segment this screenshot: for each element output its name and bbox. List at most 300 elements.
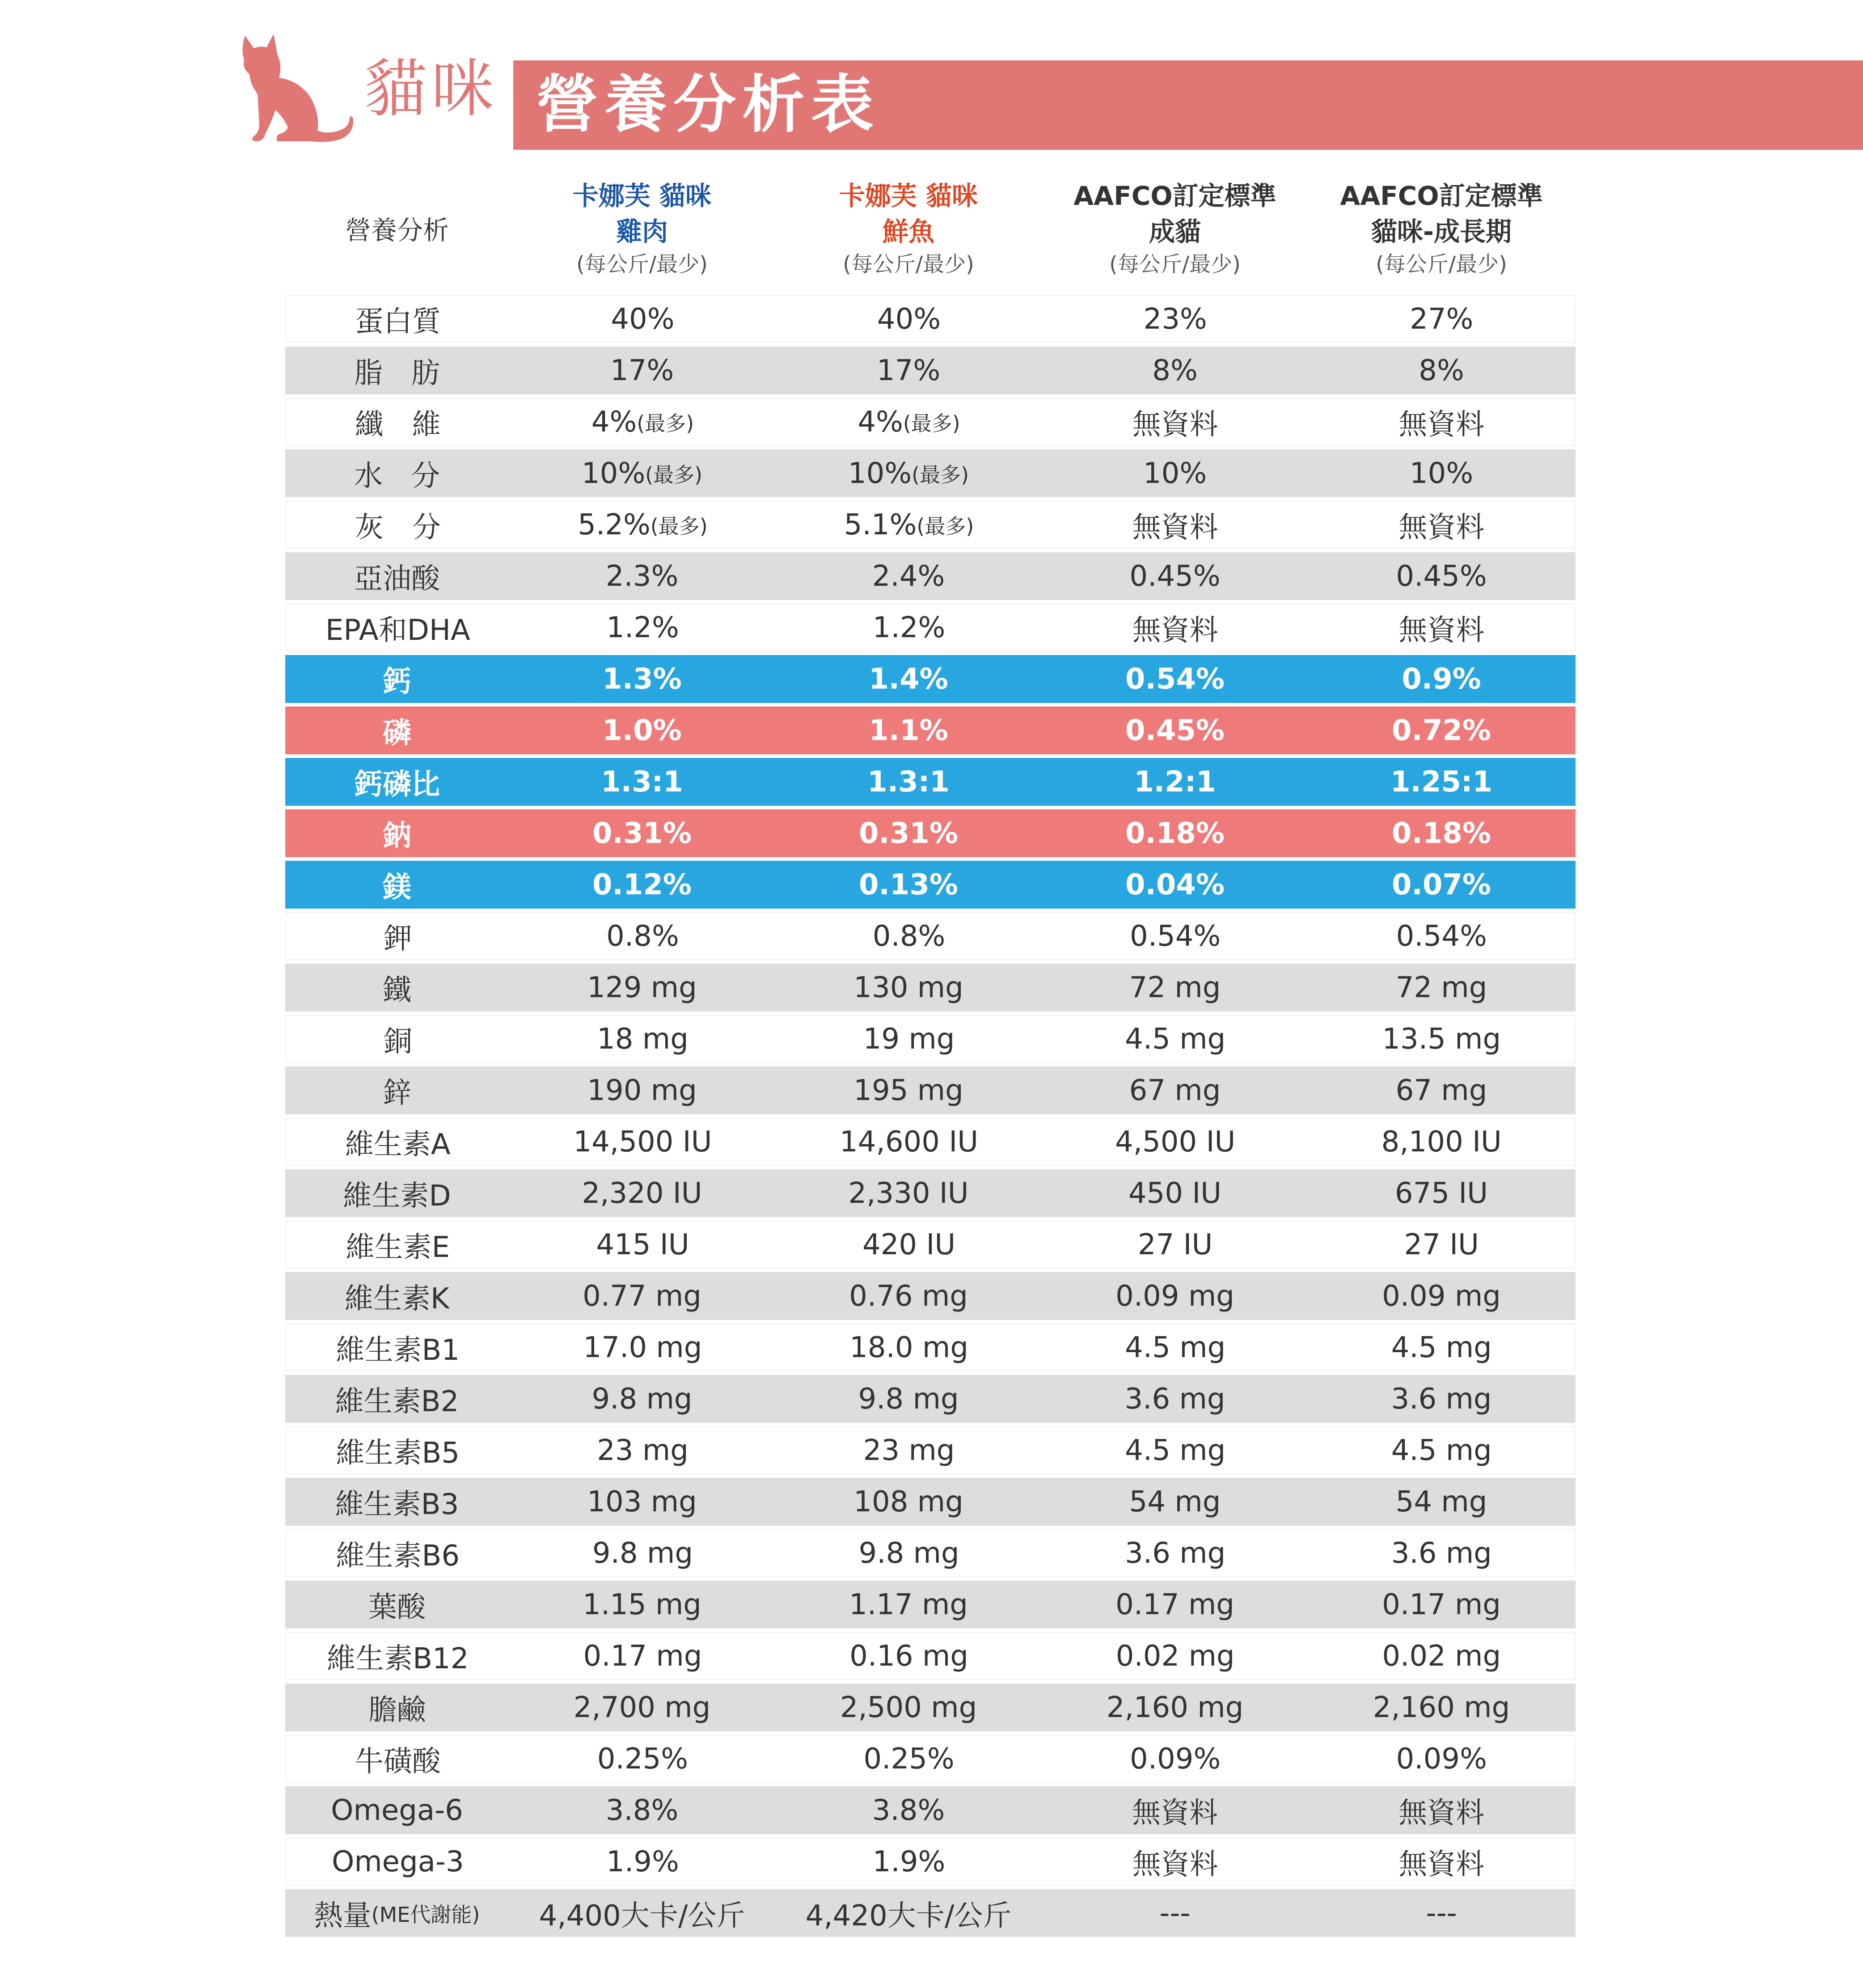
cell-value: 27% xyxy=(1410,302,1474,336)
cell-aafco-growth xyxy=(1308,398,1575,446)
table-row xyxy=(285,1015,1576,1063)
cell-value: 0.54% xyxy=(1129,919,1221,953)
cell-chicken xyxy=(509,706,775,754)
cell-value: 2.4% xyxy=(872,559,945,593)
column-header-chicken-line2: 雞肉 xyxy=(616,216,668,247)
cell-fish xyxy=(775,1889,1042,1937)
cell-value: 4.5 mg xyxy=(1125,1022,1226,1056)
cell-nutrient xyxy=(285,1066,509,1114)
cell-nutrient xyxy=(286,912,510,960)
cell-nutrient xyxy=(286,604,510,651)
cell-nutrient xyxy=(285,964,509,1011)
cell-fish xyxy=(776,1735,1042,1783)
cell-value: 鎂 xyxy=(383,871,411,904)
cell-fish xyxy=(775,1786,1042,1834)
cell-value: 5.2% xyxy=(578,508,651,541)
table-row xyxy=(285,1375,1576,1423)
cell-value: 鉀 xyxy=(383,922,412,956)
column-header-aafco-growth-line1: AAFCO訂定標準 xyxy=(1340,181,1543,211)
cell-aafco-growth xyxy=(1308,1324,1575,1371)
cell-fish xyxy=(776,501,1042,549)
column-header-aafco-adult xyxy=(1042,170,1308,295)
cell-value: 40% xyxy=(877,302,941,336)
cell-value: 108 mg xyxy=(853,1485,963,1518)
cell-value: 無資料 xyxy=(1398,1848,1485,1881)
cell-chicken xyxy=(510,501,776,549)
cell-fish xyxy=(776,295,1042,343)
cell-value: 維生素E xyxy=(346,1231,450,1264)
cell-value: 0.02 mg xyxy=(1382,1639,1501,1673)
cell-aafco-growth xyxy=(1308,1786,1575,1834)
cell-value: 維生素K xyxy=(345,1282,449,1315)
cell-value: 4.5 mg xyxy=(1125,1331,1226,1364)
table-row xyxy=(285,398,1576,446)
cell-value: 0.04% xyxy=(1125,868,1225,901)
cell-value: 130 mg xyxy=(853,971,963,1004)
cell-nutrient xyxy=(286,1735,510,1783)
cell-fish xyxy=(775,1581,1042,1628)
cell-aafco-growth xyxy=(1308,655,1575,703)
cell-aafco-growth xyxy=(1308,1272,1575,1320)
cell-aafco-growth xyxy=(1308,347,1575,394)
cell-aafco-growth xyxy=(1308,706,1575,754)
cell-aafco-growth xyxy=(1308,552,1575,600)
cell-chicken xyxy=(509,1581,775,1628)
cell-aafco-growth xyxy=(1308,604,1575,651)
table-row xyxy=(285,809,1576,857)
cell-aafco-growth xyxy=(1308,1581,1575,1628)
cell-value: 0.77 mg xyxy=(583,1279,701,1313)
table-row xyxy=(285,1735,1576,1783)
cell-aafco-growth xyxy=(1308,1426,1575,1474)
cell-aafco-adult xyxy=(1042,552,1308,600)
cell-fish xyxy=(776,1324,1042,1371)
cell-value: 14,500 IU xyxy=(573,1125,712,1159)
cell-chicken xyxy=(509,964,775,1011)
column-header-fish-line1: 卡娜芙 貓咪 xyxy=(839,181,978,211)
cell-aafco-adult xyxy=(1042,758,1308,806)
cell-value: 鐵 xyxy=(383,973,411,1007)
table-body xyxy=(285,295,1576,1937)
cell-fish xyxy=(775,706,1042,754)
cell-value: 2,160 mg xyxy=(1106,1691,1244,1724)
cell-value: 水 分 xyxy=(354,459,440,493)
cell-value: 0.8% xyxy=(606,919,679,953)
cell-value: 0.07% xyxy=(1391,868,1491,901)
cell-fish xyxy=(775,1272,1042,1320)
cell-value: 9.8 mg xyxy=(858,1536,959,1570)
cell-value: 4.5 mg xyxy=(1391,1331,1492,1364)
cell-value: 0.09% xyxy=(1129,1742,1221,1776)
column-header-chicken-line1: 卡娜芙 貓咪 xyxy=(572,181,712,211)
column-header-aafco-growth-unit: (每公斤/最少) xyxy=(1376,252,1507,277)
cell-fish xyxy=(775,1375,1042,1423)
table-row xyxy=(285,1169,1576,1217)
cell-value: 熱量 xyxy=(314,1899,372,1933)
cell-value: 0.18% xyxy=(1125,816,1225,850)
cell-value: 4% xyxy=(858,405,903,439)
cell-aafco-growth xyxy=(1308,964,1575,1011)
cell-value: 脂 肪 xyxy=(354,356,440,390)
cell-chicken xyxy=(510,1118,776,1166)
cell-value: 無資料 xyxy=(1132,613,1218,647)
cell-aafco-growth xyxy=(1308,809,1575,857)
cell-aafco-growth xyxy=(1308,295,1575,343)
cell-value: 8% xyxy=(1419,354,1464,387)
cell-chicken xyxy=(509,1375,775,1423)
cell-value: 675 IU xyxy=(1394,1176,1488,1210)
cell-aafco-growth xyxy=(1308,1478,1575,1526)
cell-aafco-adult xyxy=(1042,964,1308,1011)
title-banner xyxy=(513,60,1863,150)
cell-value: 灰 分 xyxy=(355,511,441,544)
table-row xyxy=(285,706,1576,754)
cell-aafco-adult xyxy=(1042,449,1308,497)
table-row xyxy=(285,1632,1576,1680)
cell-aafco-adult xyxy=(1042,1375,1308,1423)
cell-nutrient xyxy=(286,501,510,549)
cell-value: Omega-6 xyxy=(331,1793,463,1827)
cell-value: 420 IU xyxy=(862,1228,956,1261)
cell-aafco-adult xyxy=(1042,1272,1308,1320)
cell-nutrient xyxy=(286,1529,510,1577)
table-row xyxy=(285,1889,1576,1937)
cell-value: 維生素B1 xyxy=(336,1333,460,1367)
table-row xyxy=(285,552,1576,600)
cell-value: 無資料 xyxy=(1132,1848,1218,1881)
cell-value: 18 mg xyxy=(597,1022,689,1056)
cell-value: 無資料 xyxy=(1398,613,1485,647)
cell-value: 維生素D xyxy=(343,1179,451,1213)
cell-aafco-adult xyxy=(1042,1683,1308,1731)
column-header-chicken-unit: (每公斤/最少) xyxy=(576,252,708,277)
cell-chicken xyxy=(509,809,775,857)
table-row xyxy=(285,912,1576,960)
cell-fish xyxy=(775,1066,1042,1114)
cell-value: 無資料 xyxy=(1398,408,1485,441)
cell-chicken xyxy=(509,347,775,394)
cell-value: 維生素B6 xyxy=(336,1539,460,1573)
cell-value: 3.6 mg xyxy=(1125,1536,1226,1570)
cell-value: 3.8% xyxy=(605,1793,679,1827)
cell-value: 2,330 IU xyxy=(848,1176,969,1210)
cell-value: 銅 xyxy=(383,1025,412,1058)
cell-value: 0.9% xyxy=(1402,662,1481,696)
cell-chicken xyxy=(510,604,776,651)
table-row xyxy=(285,501,1576,549)
cell-chicken xyxy=(509,758,775,806)
cell-value: 0.31% xyxy=(592,816,692,850)
cell-fish xyxy=(776,1529,1042,1577)
cell-value: 4% xyxy=(591,405,637,439)
cell-value: 1.0% xyxy=(602,714,682,747)
cell-value: 0.17 mg xyxy=(1382,1588,1501,1621)
cell-nutrient xyxy=(286,1221,510,1269)
table-row xyxy=(285,1272,1576,1320)
cell-value: 0.45% xyxy=(1129,559,1221,593)
cell-value: 17.0 mg xyxy=(583,1331,702,1364)
cell-chicken xyxy=(510,1426,776,1474)
cell-chicken xyxy=(510,1838,776,1886)
cell-value: 維生素B12 xyxy=(327,1642,469,1675)
category-label: 貓咪 xyxy=(364,53,499,126)
cell-aafco-growth xyxy=(1308,1889,1575,1937)
cell-value: 2,700 mg xyxy=(573,1691,711,1724)
cell-value: 190 mg xyxy=(587,1074,697,1107)
cell-value: 2,320 IU xyxy=(582,1176,702,1210)
cell-nutrient xyxy=(285,552,509,600)
cell-value: 23% xyxy=(1143,302,1207,336)
cell-aafco-growth xyxy=(1308,758,1575,806)
cell-value: 0.72% xyxy=(1391,714,1491,747)
cell-chicken xyxy=(509,1889,775,1937)
cell-value: 4,420大卡/公斤 xyxy=(805,1899,1012,1933)
table-row xyxy=(285,449,1576,497)
cell-nutrient xyxy=(285,1478,509,1526)
cell-value: Omega-3 xyxy=(331,1845,464,1878)
cell-nutrient xyxy=(285,809,509,857)
cell-aafco-adult xyxy=(1042,501,1309,549)
cell-fish xyxy=(776,398,1042,446)
cell-value: 0.12% xyxy=(592,868,692,901)
cell-fish xyxy=(775,449,1042,497)
cell-value: --- xyxy=(1159,1896,1191,1930)
cell-aafco-growth xyxy=(1308,1529,1575,1577)
cell-note: (最多) xyxy=(637,411,694,436)
cell-note: (最多) xyxy=(917,514,974,538)
cell-chicken xyxy=(509,1478,775,1526)
cell-value: 67 mg xyxy=(1129,1074,1221,1107)
cell-nutrient xyxy=(286,1015,510,1063)
cell-nutrient xyxy=(285,655,509,703)
table-row xyxy=(285,861,1576,909)
cell-value: 67 mg xyxy=(1395,1074,1487,1107)
cell-value: 0.09 mg xyxy=(1115,1279,1234,1313)
cell-aafco-adult xyxy=(1042,1735,1309,1783)
cell-fish xyxy=(775,809,1042,857)
cell-aafco-growth xyxy=(1308,1735,1575,1783)
cell-value: 1.3% xyxy=(602,662,682,696)
cell-aafco-adult xyxy=(1042,1324,1309,1371)
cell-aafco-adult xyxy=(1042,1118,1309,1166)
column-header-aafco-growth xyxy=(1308,170,1575,295)
cell-aafco-adult xyxy=(1042,1426,1309,1474)
cell-aafco-adult xyxy=(1042,1786,1308,1834)
column-header-fish-unit: (每公斤/最少) xyxy=(843,252,974,277)
cell-nutrient xyxy=(285,706,509,754)
cell-value: 9.8 mg xyxy=(591,1382,693,1416)
cell-fish xyxy=(775,1169,1042,1217)
cell-value: 0.17 mg xyxy=(1115,1588,1234,1621)
cell-chicken xyxy=(510,398,776,446)
cell-aafco-growth xyxy=(1308,1221,1575,1269)
cell-nutrient xyxy=(285,1169,509,1217)
cell-value: 3.6 mg xyxy=(1124,1382,1225,1416)
cell-value: 1.3:1 xyxy=(601,765,683,799)
cell-value: 0.45% xyxy=(1125,714,1225,747)
cell-value: 40% xyxy=(611,302,675,336)
cell-chicken xyxy=(509,449,775,497)
cell-value: 維生素B2 xyxy=(335,1385,459,1418)
cell-value: 蛋白質 xyxy=(355,305,441,338)
cell-fish xyxy=(775,1478,1042,1526)
cell-value: 0.54% xyxy=(1396,919,1487,953)
cell-value: 0.76 mg xyxy=(849,1279,968,1313)
cell-value: 0.31% xyxy=(858,816,959,850)
cell-aafco-growth xyxy=(1308,501,1575,549)
cell-value: 17% xyxy=(876,354,941,387)
cell-value: 0.54% xyxy=(1125,662,1225,696)
cell-value: 4.5 mg xyxy=(1391,1434,1492,1467)
table-row xyxy=(285,1221,1576,1269)
table-header xyxy=(285,170,1576,295)
table-row xyxy=(285,1066,1576,1114)
cell-chicken xyxy=(510,1529,776,1577)
cell-nutrient xyxy=(285,758,509,806)
cell-value: 2,500 mg xyxy=(840,1691,977,1724)
cell-value: 10% xyxy=(581,457,646,490)
cell-value: 1.2% xyxy=(872,611,946,644)
cell-note: (ME代謝能) xyxy=(371,1902,480,1927)
cell-aafco-adult xyxy=(1042,295,1309,343)
cell-aafco-adult xyxy=(1042,1478,1308,1526)
cell-value: 0.09% xyxy=(1396,1742,1487,1776)
cell-nutrient xyxy=(285,347,509,394)
cell-nutrient xyxy=(285,1581,509,1628)
cell-value: 維生素A xyxy=(345,1128,451,1161)
cell-value: 17% xyxy=(610,354,674,387)
cell-aafco-growth xyxy=(1308,1169,1575,1217)
table-row xyxy=(285,295,1576,343)
table-row xyxy=(285,1426,1576,1474)
table-row xyxy=(285,1529,1576,1577)
cell-chicken xyxy=(509,552,775,600)
cell-value: 鈣磷比 xyxy=(354,768,440,801)
cell-value: 415 IU xyxy=(596,1228,689,1261)
cell-chicken xyxy=(510,1324,776,1371)
cell-value: 無資料 xyxy=(1132,1796,1218,1830)
cell-value: 1.4% xyxy=(869,662,948,696)
cell-nutrient xyxy=(285,449,509,497)
table-row xyxy=(285,655,1576,703)
cell-value: 4,500 IU xyxy=(1115,1125,1236,1159)
table-row xyxy=(285,1786,1576,1834)
cell-fish xyxy=(775,1683,1042,1731)
cell-aafco-growth xyxy=(1308,1375,1575,1423)
cell-value: 129 mg xyxy=(587,971,697,1004)
cell-value: 0.16 mg xyxy=(849,1639,968,1673)
column-header-aafco-adult-line2: 成貓 xyxy=(1149,216,1201,247)
cell-aafco-adult xyxy=(1042,861,1308,909)
cell-value: 亞油酸 xyxy=(354,562,440,596)
cell-aafco-adult xyxy=(1042,912,1309,960)
cell-fish xyxy=(775,655,1042,703)
cell-nutrient xyxy=(286,1838,510,1886)
cell-value: 1.2% xyxy=(606,611,679,644)
cell-nutrient xyxy=(286,1632,510,1680)
cell-value: 23 mg xyxy=(597,1434,689,1467)
cell-value: 1.17 mg xyxy=(849,1588,968,1621)
cell-aafco-adult xyxy=(1042,347,1308,394)
cell-chicken xyxy=(509,1066,775,1114)
cell-nutrient xyxy=(286,295,510,343)
cell-nutrient xyxy=(286,1118,510,1166)
cell-value: 維生素B3 xyxy=(335,1488,459,1521)
cell-value: 13.5 mg xyxy=(1382,1022,1501,1056)
cell-value: 8,100 IU xyxy=(1381,1125,1502,1159)
cell-value: 2,160 mg xyxy=(1373,1691,1510,1724)
cell-value: 1.25:1 xyxy=(1390,765,1493,799)
cell-fish xyxy=(776,1015,1042,1063)
cell-chicken xyxy=(510,1015,776,1063)
cell-fish xyxy=(776,1118,1042,1166)
table-row xyxy=(285,1838,1576,1886)
cell-chicken xyxy=(510,295,776,343)
cell-fish xyxy=(776,1838,1042,1886)
cell-value: 無資料 xyxy=(1132,511,1218,544)
cell-value: 無資料 xyxy=(1398,511,1485,544)
cell-aafco-adult xyxy=(1042,1015,1309,1063)
cell-value: 9.8 mg xyxy=(858,1382,959,1416)
cell-value: 19 mg xyxy=(863,1022,955,1056)
cell-value: 4.5 mg xyxy=(1125,1434,1226,1467)
cell-aafco-adult xyxy=(1042,1529,1309,1577)
cell-value: 1.1% xyxy=(869,714,948,747)
cell-value: 0.25% xyxy=(597,1742,689,1776)
cell-value: 0.13% xyxy=(858,868,959,901)
cell-chicken xyxy=(509,655,775,703)
cell-value: 2.3% xyxy=(605,559,679,593)
cell-aafco-growth xyxy=(1308,449,1575,497)
cell-aafco-adult xyxy=(1042,1066,1308,1114)
cell-value: 10% xyxy=(1143,457,1207,490)
cell-nutrient xyxy=(286,1426,510,1474)
column-header-nutrient: 營養分析 xyxy=(345,215,449,245)
cell-value: 1.9% xyxy=(606,1845,679,1878)
cell-aafco-adult xyxy=(1042,809,1308,857)
cell-nutrient xyxy=(285,1375,509,1423)
cell-nutrient xyxy=(285,861,509,909)
cell-chicken xyxy=(509,1683,775,1731)
cell-value: 牛磺酸 xyxy=(355,1745,441,1778)
cell-chicken xyxy=(510,1735,776,1783)
cell-nutrient xyxy=(285,1786,509,1834)
cell-value: 14,600 IU xyxy=(840,1125,979,1159)
cell-value: 鈣 xyxy=(383,665,411,698)
cell-chicken xyxy=(509,1272,775,1320)
table-row xyxy=(285,1581,1576,1628)
cell-value: 54 mg xyxy=(1395,1485,1487,1518)
cell-value: 450 IU xyxy=(1128,1176,1222,1210)
table-row xyxy=(285,1478,1576,1526)
cell-aafco-adult xyxy=(1042,1221,1309,1269)
cell-nutrient xyxy=(285,1683,509,1731)
cell-value: --- xyxy=(1426,1896,1457,1930)
cell-value: 0.45% xyxy=(1396,559,1487,593)
cell-aafco-growth xyxy=(1308,1838,1575,1886)
cell-chicken xyxy=(509,861,775,909)
cell-value: 3.8% xyxy=(872,1793,945,1827)
cell-aafco-adult xyxy=(1042,1838,1309,1886)
cell-fish xyxy=(775,758,1042,806)
cell-value: 1.15 mg xyxy=(583,1588,701,1621)
cell-fish xyxy=(776,1632,1042,1680)
table-row xyxy=(285,1324,1576,1371)
cell-value: 0.25% xyxy=(863,1742,955,1776)
cell-aafco-adult xyxy=(1042,604,1309,651)
table-row xyxy=(285,1118,1576,1166)
cell-chicken xyxy=(510,1221,776,1269)
